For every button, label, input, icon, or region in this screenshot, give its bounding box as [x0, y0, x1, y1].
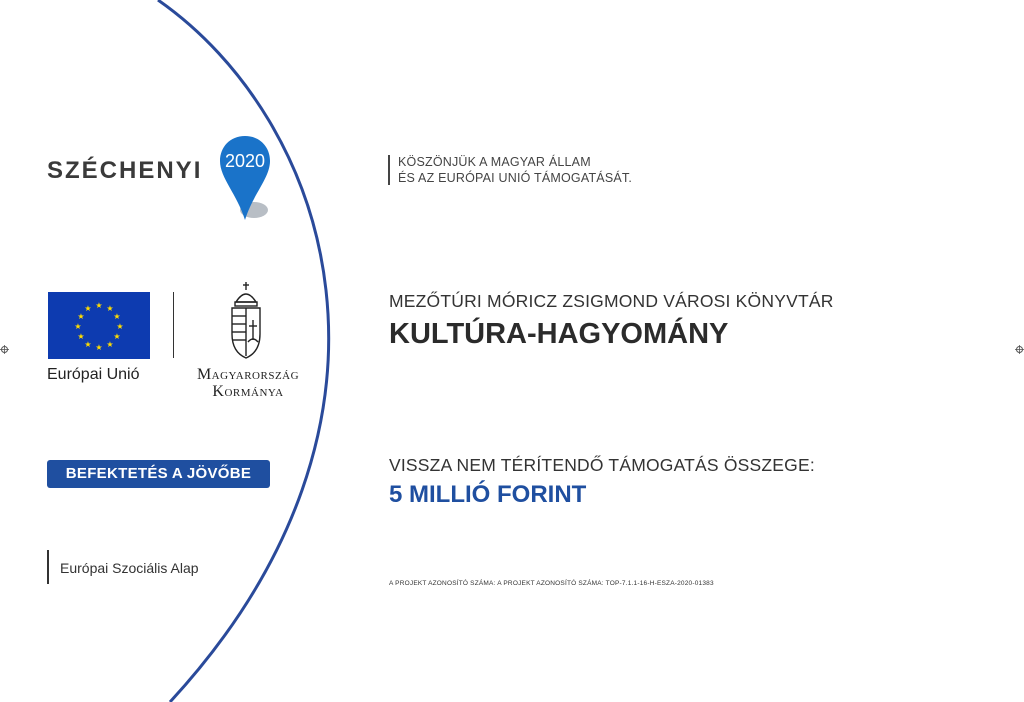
svg-text:★: ★ [116, 322, 124, 331]
fund-divider [47, 550, 49, 584]
eu-label: Európai Unió [47, 366, 140, 383]
szechenyi-pin-icon [218, 132, 276, 224]
svg-text:★: ★ [113, 312, 121, 321]
thanks-text [398, 154, 632, 186]
svg-text:★: ★ [77, 312, 85, 321]
crop-mark-left [0, 345, 9, 354]
svg-text:★: ★ [74, 322, 82, 331]
hungarian-coat-of-arms-icon [226, 280, 266, 360]
thanks-line1: KÖSZÖNJÜK A MAGYAR ÁLLAM [398, 155, 591, 169]
government-label-line1: Magyarország [196, 366, 300, 383]
eu-flag-icon [48, 292, 150, 359]
invest-badge: BEFEKTETÉS A JÖVŐBE [47, 460, 270, 488]
svg-text:★: ★ [106, 304, 114, 313]
grant-label: VISSZA NEM TÉRÍTENDŐ TÁMOGATÁS ÖSSZEGE: [389, 455, 815, 475]
svg-text:★: ★ [95, 343, 103, 352]
logo-divider [173, 292, 174, 358]
svg-text:★: ★ [95, 301, 103, 310]
svg-text:★: ★ [106, 340, 114, 349]
project-title: KULTÚRA-HAGYOMÁNY [389, 318, 729, 350]
svg-text:★: ★ [113, 332, 121, 341]
beneficiary-name: MEZŐTÚRI MÓRICZ ZSIGMOND VÁROSI KÖNYVTÁR [389, 291, 834, 311]
fund-label: Európai Szociális Alap [60, 560, 199, 576]
grant-amount: 5 MILLIÓ FORINT [389, 481, 587, 508]
svg-text:★: ★ [84, 304, 92, 313]
thanks-divider [388, 155, 390, 185]
crop-mark-right [1015, 345, 1024, 354]
government-label-line2: Kormánya [212, 383, 284, 400]
svg-text:★: ★ [84, 340, 92, 349]
thanks-line2: ÉS AZ EURÓPAI UNIÓ TÁMOGATÁSÁT. [398, 171, 633, 185]
szechenyi-logo-text: SZÉCHENYI [47, 157, 203, 184]
government-label [186, 366, 310, 400]
szechenyi-year: 2020 [224, 151, 266, 171]
project-id: A PROJEKT AZONOSÍTÓ SZÁMA: A PROJEKT AZONOSÍTÓ SZÁMA: TOP-7.1.1-16-H-ESZA-2020-01383 [389, 580, 714, 587]
svg-text:★: ★ [77, 332, 85, 341]
